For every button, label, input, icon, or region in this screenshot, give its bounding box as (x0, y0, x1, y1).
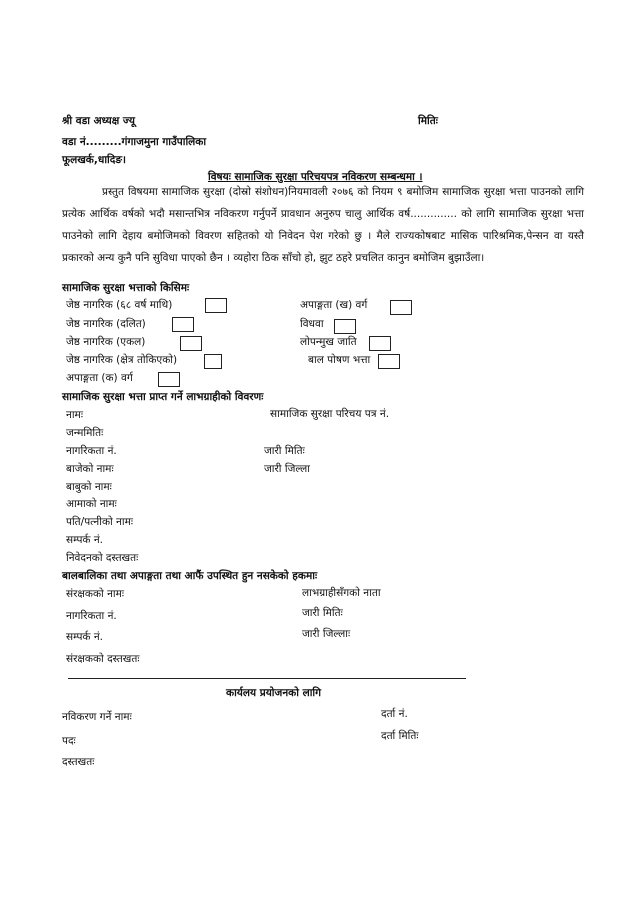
type-disability-a: अपाङ्गता (क) वर्ग (66, 372, 133, 384)
office-signature-label[interactable]: दस्तखतः (62, 756, 95, 768)
checkbox-senior-area[interactable] (204, 354, 222, 369)
body-paragraph: प्रस्तुत विषयमा सामाजिक सुरक्षा (दोस्रो संशोधन)नियमावली २०७६ को नियम ९ बमोजिम सामाजिक सुरक्षा भत्ता पाउनको लागि प्रत्येक आर्थिक वर्षको भदौ मसान्तभित्र नविकरण गर्नुपर्ने प्रावधान अनुरुप चालु आर्थिक वर्ष.............. को लागि सामाजिक सुरक्षा भत्ता पाउनेको लागि देहाय बमोजिमको विवरण सहितको यो निवेदन पेश गरेको छु । मैले राज्यकोषबाट मासिक पारिश्रमिक,पेन्सन वा यस्तै प्रकारको अन्य कुनै पनि सुविधा पाएको छैन । व्यहोरा ठिक साँचो हो, झुट ठहरे प्रचलित कानुन बमोजिम बुझाउँला। (62, 186, 584, 264)
checkbox-senior-single[interactable] (180, 336, 202, 351)
citizenship-no-label[interactable]: नागरिकता नं. (66, 445, 117, 457)
guardian-heading: बालबालिका तथा अपाङ्गता तथा आफैं उपस्थित हुन नसकेको हकमाः (62, 570, 318, 582)
guardian-issue-district-label[interactable]: जारी जिल्लाः (302, 628, 351, 640)
type-senior-68: जेष्ठ नागरिक (६८ वर्ष माथि) (66, 299, 173, 311)
subject-line: विषयः सामाजिक सुरक्षा परिचयपत्र नविकरण सम्बन्धमा । (208, 171, 423, 183)
relation-label[interactable]: लाभग्राहीसँगको नाता (302, 587, 381, 599)
checkbox-child-nutrition[interactable] (378, 354, 400, 369)
issue-date-label[interactable]: जारी मितिः (264, 445, 305, 457)
checkbox-disability-b[interactable] (390, 300, 412, 315)
guardian-name-label[interactable]: संरक्षकको नामः (66, 588, 125, 600)
type-disability-b: अपाङ्गता (ख) वर्ग (300, 299, 368, 311)
section-divider (68, 678, 466, 679)
guardian-issue-date-label[interactable]: जारी मितिः (302, 607, 343, 619)
registration-date-label[interactable]: दर्ता मितिः (381, 730, 419, 742)
guardian-signature-label[interactable]: संरक्षकको दस्तखतः (66, 653, 140, 665)
grandfather-name-label[interactable]: बाजेको नामः (66, 463, 114, 475)
beneficiary-heading: सामाजिक सुरक्षा भत्ता प्राप्त गर्ने लाभग्राहीको विवरणः (62, 391, 264, 403)
addressee: श्री वडा अध्यक्ष ज्यू (62, 115, 135, 127)
checkbox-senior-68[interactable] (205, 298, 227, 313)
checkbox-disability-a[interactable] (158, 372, 180, 387)
type-senior-dalit: जेष्ठ नागरिक (दलित) (66, 318, 146, 330)
beneficiary-name-label[interactable]: नामः (66, 409, 83, 421)
checkbox-endangered-caste[interactable] (369, 336, 391, 351)
allowance-types-heading: सामाजिक सुरक्षा भत्ताको किसिमः (62, 282, 190, 294)
place-line: फूलखर्क,धादिङ। (62, 154, 126, 166)
contact-label[interactable]: सम्पर्क नं. (66, 534, 103, 546)
type-endangered-caste: लोपन्मुख जाति (300, 336, 357, 348)
dob-label[interactable]: जन्ममितिः (66, 427, 104, 439)
type-senior-single: जेष्ठ नागरिक (एकल) (66, 336, 146, 348)
type-widow: विधवा (300, 318, 324, 330)
date-label: मितिः (418, 115, 438, 127)
registration-no-label[interactable]: दर्ता नं. (381, 708, 408, 720)
renewer-name-label[interactable]: नविकरण गर्ने नामः (62, 711, 132, 723)
applicant-signature-label[interactable]: निवेदनको दस्तखतः (66, 552, 139, 564)
checkbox-senior-dalit[interactable] (172, 317, 194, 332)
spouse-name-label[interactable]: पति/पत्नीको नामः (66, 516, 134, 528)
guardian-contact-label[interactable]: सम्पर्क नं. (66, 631, 103, 643)
type-child-nutrition: बाल पोषण भत्ता (308, 354, 371, 366)
type-senior-area: जेष्ठ नागरिक (क्षेत्र तोकिएको) (66, 354, 178, 366)
ward-line: वडा नं.........गंगाजमुना गाउँपालिका (62, 136, 207, 148)
post-label[interactable]: पदः (62, 735, 76, 747)
father-name-label[interactable]: बाबुको नामः (66, 481, 112, 493)
issue-district-label[interactable]: जारी जिल्ला (264, 463, 310, 475)
mother-name-label[interactable]: आमाको नामः (66, 498, 117, 510)
guardian-citizenship-label[interactable]: नागरिकता नं. (66, 610, 117, 622)
checkbox-widow[interactable] (334, 319, 356, 334)
office-use-heading: कार्यलय प्रयोजनको लागि (226, 687, 322, 699)
social-security-card-label[interactable]: सामाजिक सुरक्षा परिचय पत्र नं. (270, 408, 390, 420)
